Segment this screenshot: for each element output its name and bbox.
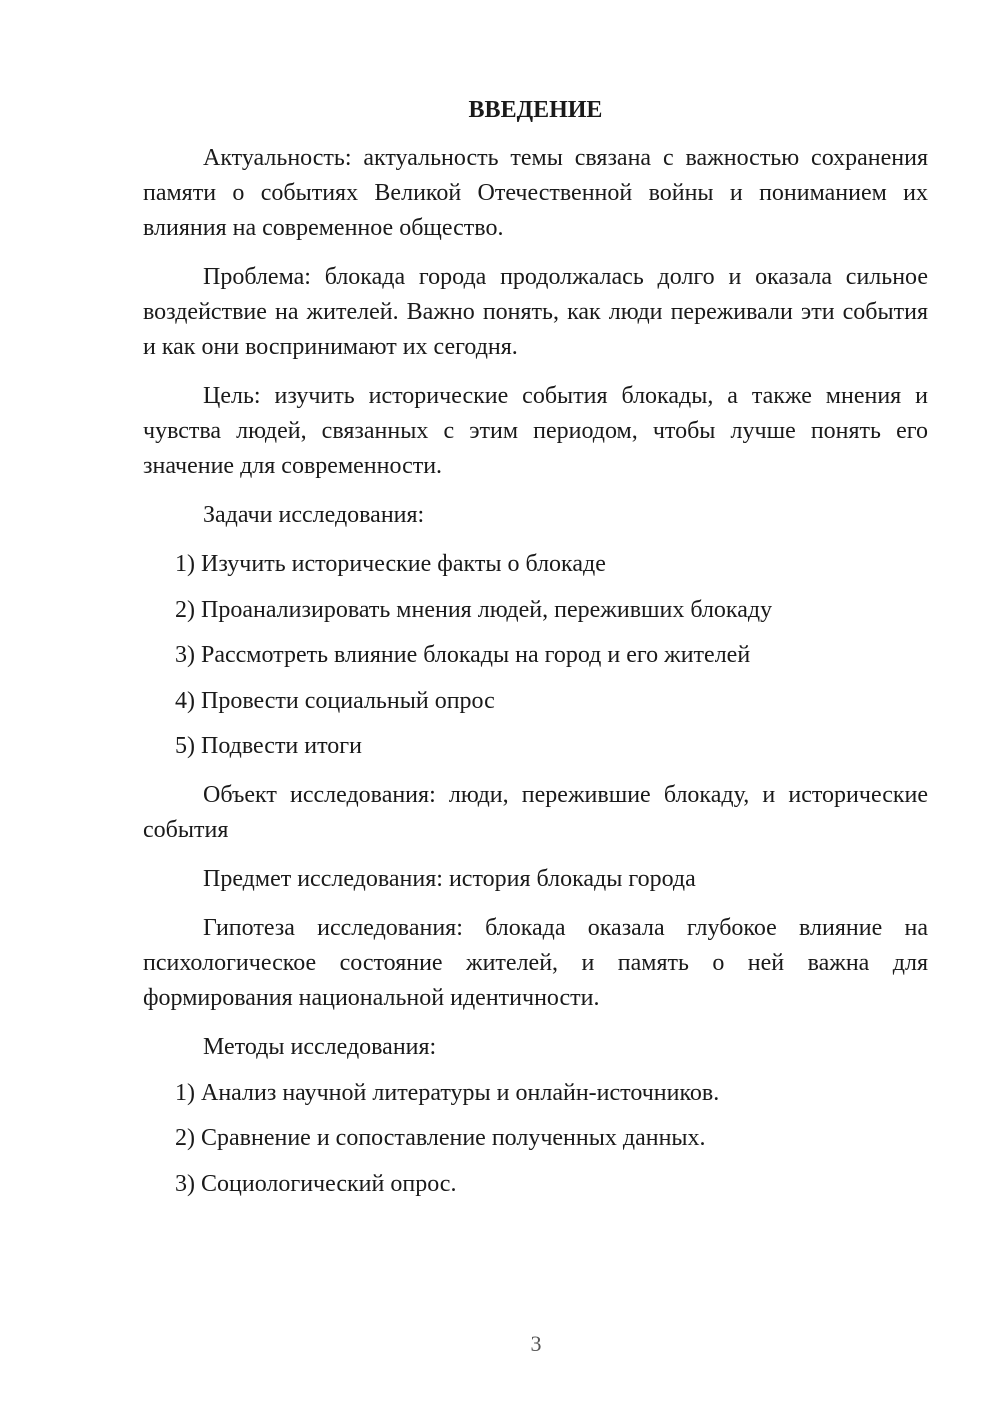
page-content (143, 93, 928, 1212)
page-title: ВВЕДЕНИЕ (468, 97, 603, 123)
object-paragraph: Объект исследования: люди, пережившие блокаду, и исторические события (143, 782, 928, 843)
method-item: 3) Социологический опрос. (175, 1170, 457, 1197)
task-item: 1) Изучить исторические факты о блокаде (175, 551, 606, 577)
method-item: 2) Сравнение и сопоставление полученных данных. (175, 1125, 706, 1151)
goal-paragraph: Цель: изучить исторические события блокады, а также мнения и чувства людей, связанных с этим периодом, чтобы лучше понять его значение для современности. (143, 383, 928, 479)
problem-paragraph: Проблема: блокада города продолжалась долго и оказала сильное воздействие на жителей. Важно понять, как люди переживали эти события и как они воспринимают их сегодня. (143, 264, 928, 360)
page-number: 3 (530, 1331, 542, 1356)
task-item: 5) Подвести итоги (175, 733, 362, 759)
method-item: 1) Анализ научной литературы и онлайн-источников. (175, 1079, 720, 1106)
hypothesis-paragraph: Гипотеза исследования: блокада оказала глубокое влияние на психологическое состояние жителей, и память о ней важна для формирования национальной идентичности. (143, 915, 928, 1011)
methods-heading: Методы исследования: (203, 1034, 437, 1060)
task-item: 4) Провести социальный опрос (175, 687, 495, 714)
actuality-paragraph: Актуальность: актуальность темы связана с важностью сохранения памяти о событиях Великой Отечественной войны и пониманием их влияния на современное общество. (143, 145, 928, 241)
task-item: 3) Рассмотреть влияние блокады на город и его жителей (175, 642, 751, 668)
task-item: 2) Проанализировать мнения людей, переживших блокаду (175, 596, 773, 623)
tasks-heading: Задачи исследования: (203, 502, 425, 528)
subject-paragraph: Предмет исследования: история блокады города (203, 866, 696, 892)
